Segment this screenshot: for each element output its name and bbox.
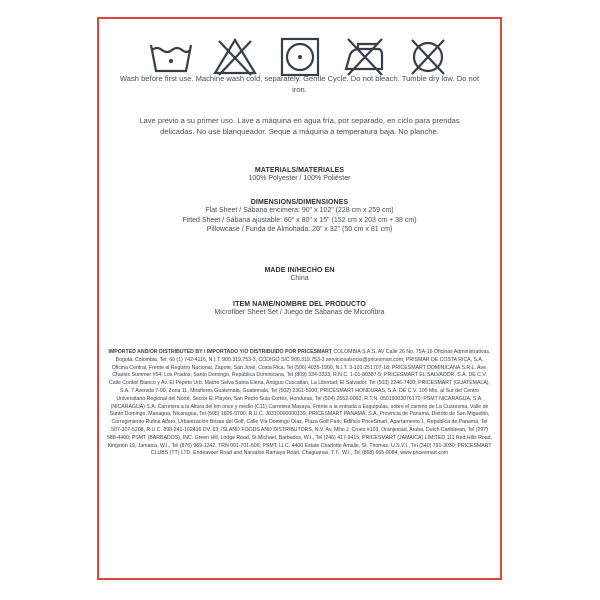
made-in-section [113,267,486,284]
materials-section [113,167,486,184]
dimensions-section [113,199,486,235]
item-name-section [113,301,486,318]
materials-title: MATERIALS/MATERIALES [254,167,345,174]
importer-text: COLOMBIA S.A.S. AV Calle 26 No. 75A-16 Oficinas Administrativas, Bogotá, Colombia, Tel: 60 (1) 742-4116, N.I.T. 900.319.753-3, CÓDIGO SIC 900.319.753-3 serviciosalsocio@pricesmart.com; PRISMAR DE COSTA RICA, S.A. Oficina Central, Frente al Registro Nacional, Zapote, San José, Costa Rica, Tel (506) 4035-1900, N.I.T. 3-101-251707-18; PRICESMART DOMINICANA S.R.L. Ave. Charles Summer #54, Los Prados, Santo Domingo, República Dominicana, Tel (809) 334-3333, R.N.C. 1-01-80387-5; PRICESMART EL SALVADOR, S.A. DE C.V. Calle Conkel Blanco y Av. El Pepeto Urb. Madre Selva Santa Elena, Antiguo Cuscatlán, La Libertad, El Salvador, Tel (503) 2246-7400; PRICESMART (GUATEMALA), S.A. 7 Avenida 7-90, Zona 11, Miraflores Guatemala, Guatemala, Tel (502) 2361-5000; PRICESMART HONDURAS, S.A. DE C.V. 100 Mts. al Sur del Centro Universitario Regional del Norte, Sector El Playón, San Pedro Sula Cortés, Honduras, Tel (504) 2552-0092, R.T.N. 05019003076170; PSMT NICARAGUA, S.A. (NICARAGUA) S.A. Carretera a la Altura del km once y medio (C11) Carretera Masaya, Frente a la entrada a Esquipulas, sobre el camino de La Cuaresma, Valle de Santo Domingo, Managua, Nicaragua, Tel (505) 1826-9700, R.U.C. J0310000000139; PRICESMART PANAMÁ, S.A. Provincia de Panamá, Distrito de San Miguelito, Corregimiento Rufina Alfaro, Urbanización Brisas del Golf, Calle Vía Domingo Díaz, Plaza Golf Park, Edificio PriceSmart, Apartamento 1, República de Panamá, Tel 507-307-5208, R.U.C. 898-241-102416 DV. 63; ISLAND FOODS AND DISTRIBUTORS, N.V. Av. Milio J. Croes #103, Oranjestad, Aruba, Dutch Caribbean, Tel (297) 588-4400; PSMT (BARBADOS), INC. Green Hill, Lodge Road, St.Michael, Barbados, W.I., Tel (246) 417-9415; PRICESMART (JAMAICA) LIMITED 111 Red Hills Road, Kingston 19, Jamaica, W.I., Tel (876) 969-1242, TRN 001-701-606; PSMT, LLC. 4400 Estate Charlotte Amalie, St. Thomas, U.S.V.I., Tel (340) 791-3030; PRICESMART CLUBS (TT) LTD. Endeavour Road and Narsaloo Ramaya Road, Chaguanas, T.T., W.I., Tel (868) 665-9084, www.pricesmart.com [107,349,492,457]
dimensions-title: DIMENSIONS/DIMENSIONES [250,199,349,206]
made-in-value: China [290,275,309,282]
care-instructions-es: Lave previo a su primer uso. Lave a máquina en agua fría, por separado, en ciclo para prendas delicadas. No use blanqueador. Seque a máquina a temperatura baja. No planche. [139,116,460,136]
importer-heading: IMPORTED AND/OR DISTRIBUTED BY / IMPORTADO Y/O DISTRIBUIDO POR PRICESMART [108,349,332,355]
dimension-line: Fitted Sheet / Sábana ajustable: 60" x 80" x 15" (152 cm x 203 cm + 38 cm) [182,216,417,224]
item-name-title: ITEM NAME/NOMBRE DEL PRODUCTO [233,301,366,308]
made-in-title: MADE IN/HECHO EN [264,267,335,274]
materials-value: 100% Polyester / 100% Poliéster [248,175,351,182]
care-instructions-en: Wash before first use. Machine wash cold, separately. Gentle Cycle. Do not bleach. Tumble dry low. Do not iron. [119,74,480,94]
care-label [97,17,502,580]
dimension-line: Flat Sheet / Sábana encimera: 90" x 102" (228 cm x 259 cm) [205,207,394,214]
dimension-line: Pillowcase / Funda de Almohada: 20" x 32" (50 cm x 81 cm) [206,226,393,233]
item-name-value: Microfiber Sheet Set / Juego de Sábanas de Microfibra [214,309,385,316]
importer-info [107,349,492,458]
